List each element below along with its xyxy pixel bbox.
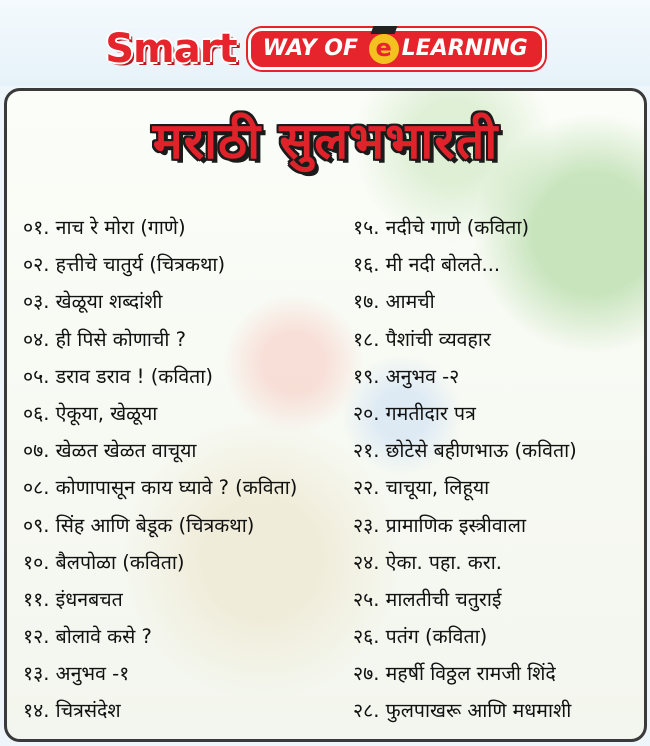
list-item: २८. फुलपाखरू आणि मधमाशी: [353, 699, 572, 723]
logo-learning-text: LEARNING: [401, 36, 528, 61]
list-item: २४. ऐका. पहा. करा.: [353, 550, 502, 574]
lesson-list-right: [353, 209, 638, 730]
list-item: १३. अनुभव -१: [23, 662, 130, 686]
list-item: २३. प्रामाणिक इस्त्रीवाला: [353, 513, 526, 537]
list-item: ०४. ही पिसे कोणाची ?: [23, 327, 186, 351]
list-item: ०५. डराव डराव ! (कविता): [23, 364, 213, 388]
list-item: ०६. ऐकूया, खेळूया: [23, 401, 158, 425]
list-item: २२. चाचूया, लिहूया: [353, 476, 490, 500]
list-item: २७. महर्षी विठ्ठल रामजी शिंदे: [353, 662, 556, 686]
brand-logo: [0, 26, 650, 72]
list-item: १९. अनुभव -२: [353, 364, 460, 388]
page-title: मराठी सुलभभारती: [152, 112, 499, 170]
graduation-cap-icon: [370, 26, 397, 34]
list-item: ०८. कोणापासून काय घ्यावे ? (कविता): [23, 476, 298, 500]
logo-way-of-text: WAY OF: [262, 36, 358, 61]
list-item: १६. मी नदी बोलते...: [353, 253, 501, 277]
list-item: ०७. खेळत खेळत वाचूया: [23, 439, 197, 463]
list-item: ०३. खेळूया शब्दांशी: [23, 290, 163, 314]
list-item: १५. नदीचे गाणे (कविता): [353, 216, 530, 239]
list-item: २६. पतंग (कविता): [353, 625, 488, 649]
list-item: ०२. हत्तीचे चातुर्य (चित्रकथा): [23, 253, 226, 277]
list-item: १४. चित्रसंदेश: [23, 699, 121, 723]
logo-e-letter: e: [375, 34, 392, 62]
lesson-list-left: [23, 209, 353, 730]
logo-badge: [248, 28, 545, 70]
list-item: ०१. नाच रे मोरा (गाणे): [23, 216, 186, 239]
logo-smart-text: Smart: [105, 26, 237, 72]
list-item: १७. आमची: [353, 290, 435, 314]
content-card: [4, 88, 647, 742]
list-item: ०९. सिंह आणि बेडूक (चित्रकथा): [23, 513, 255, 537]
list-item: १८. पैशांची व्यवहार: [353, 327, 491, 351]
list-item: ११. इंधनबचत: [23, 587, 123, 611]
list-item: १२. बोलावे कसे ?: [23, 625, 152, 649]
list-item: २५. मालतीची चतुराई: [353, 587, 502, 611]
list-item: २०. गमतीदार पत्र: [353, 401, 476, 425]
graduation-cap-e-icon: [369, 34, 399, 64]
list-item: २१. छोटेसे बहीणभाऊ (कविता): [353, 439, 577, 463]
list-item: १०. बैलपोळा (कविता): [23, 550, 185, 574]
